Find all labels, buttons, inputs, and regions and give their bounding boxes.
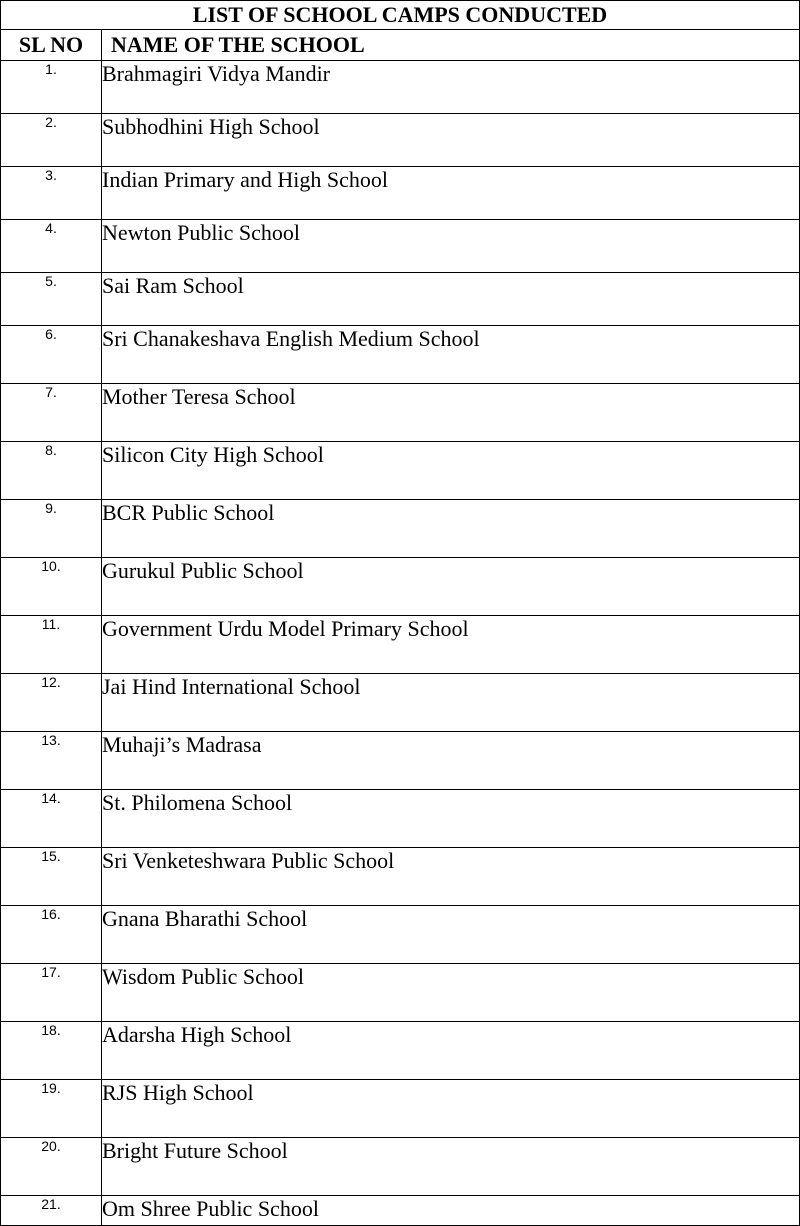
school-name: Adarsha High School xyxy=(102,1022,800,1080)
serial-number: 13. xyxy=(1,732,102,790)
table-row xyxy=(1,114,800,167)
table-row xyxy=(1,442,800,500)
school-name: Mother Teresa School xyxy=(102,384,800,442)
table-row xyxy=(1,273,800,326)
serial-number: 4. xyxy=(1,220,102,273)
serial-number: 21. xyxy=(1,1196,102,1226)
school-name: Newton Public School xyxy=(102,220,800,273)
table-row xyxy=(1,1138,800,1196)
serial-number: 1. xyxy=(1,61,102,114)
serial-number: 10. xyxy=(1,558,102,616)
serial-number: 18. xyxy=(1,1022,102,1080)
serial-number: 7. xyxy=(1,384,102,442)
column-header-sl-no: SL NO xyxy=(1,30,102,61)
school-name: Subhodhini High School xyxy=(102,114,800,167)
school-name: Gnana Bharathi School xyxy=(102,906,800,964)
serial-number: 9. xyxy=(1,500,102,558)
school-name: Sai Ram School xyxy=(102,273,800,326)
school-name: Wisdom Public School xyxy=(102,964,800,1022)
school-name: Gurukul Public School xyxy=(102,558,800,616)
table-row xyxy=(1,790,800,848)
column-header-school-name: NAME OF THE SCHOOL xyxy=(102,30,800,61)
school-name: Brahmagiri Vidya Mandir xyxy=(102,61,800,114)
table-row xyxy=(1,674,800,732)
table-row xyxy=(1,326,800,384)
table-row xyxy=(1,384,800,442)
school-name: RJS High School xyxy=(102,1080,800,1138)
serial-number: 19. xyxy=(1,1080,102,1138)
serial-number: 3. xyxy=(1,167,102,220)
table-row xyxy=(1,167,800,220)
school-name: Bright Future School xyxy=(102,1138,800,1196)
school-name: Silicon City High School xyxy=(102,442,800,500)
school-name: Sri Venketeshwara Public School xyxy=(102,848,800,906)
table-title: LIST OF SCHOOL CAMPS CONDUCTED xyxy=(1,1,800,30)
table-row xyxy=(1,1196,800,1226)
serial-number: 17. xyxy=(1,964,102,1022)
school-name: Government Urdu Model Primary School xyxy=(102,616,800,674)
table-row xyxy=(1,558,800,616)
school-name: Jai Hind International School xyxy=(102,674,800,732)
table-row xyxy=(1,616,800,674)
school-name: Sri Chanakeshava English Medium School xyxy=(102,326,800,384)
table-row xyxy=(1,848,800,906)
serial-number: 6. xyxy=(1,326,102,384)
school-name: BCR Public School xyxy=(102,500,800,558)
serial-number: 16. xyxy=(1,906,102,964)
school-name: Muhaji’s Madrasa xyxy=(102,732,800,790)
table-row xyxy=(1,1080,800,1138)
serial-number: 12. xyxy=(1,674,102,732)
school-name: Indian Primary and High School xyxy=(102,167,800,220)
table-row xyxy=(1,61,800,114)
table-row xyxy=(1,1022,800,1080)
school-name: Om Shree Public School xyxy=(102,1196,800,1226)
serial-number: 8. xyxy=(1,442,102,500)
table-row xyxy=(1,220,800,273)
table-row xyxy=(1,964,800,1022)
serial-number: 11. xyxy=(1,616,102,674)
table-row xyxy=(1,732,800,790)
serial-number: 15. xyxy=(1,848,102,906)
serial-number: 20. xyxy=(1,1138,102,1196)
school-name: St. Philomena School xyxy=(102,790,800,848)
serial-number: 14. xyxy=(1,790,102,848)
table-header-row xyxy=(1,30,800,61)
table-row xyxy=(1,500,800,558)
serial-number: 5. xyxy=(1,273,102,326)
table-title-row xyxy=(1,1,800,30)
table-row xyxy=(1,906,800,964)
serial-number: 2. xyxy=(1,114,102,167)
